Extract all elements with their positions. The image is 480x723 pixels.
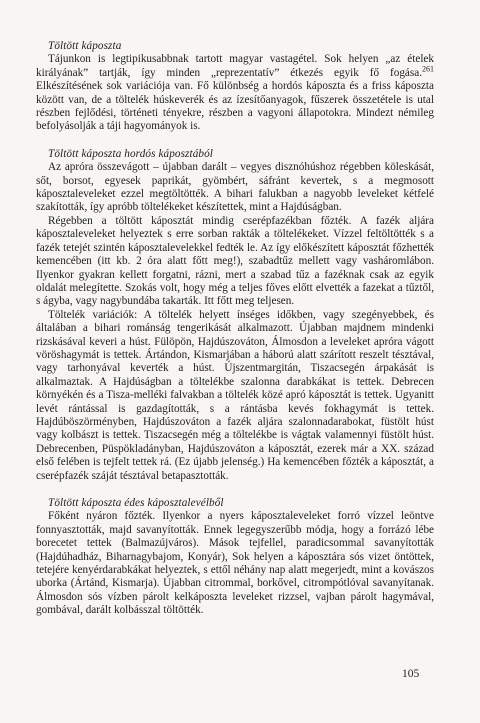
- section-title: Töltött káposzta édes káposztalevélből: [48, 497, 224, 509]
- section-title: Töltött káposzta hordós káposztából: [48, 147, 214, 160]
- footnote-reference: 261: [422, 64, 434, 74]
- paragraph: Az apróra összevágott – újabban darált – vegyes disznóhúshoz régebben köleskását, sőt, borsot, egyesek paprikát, gyömbért, sáfránt kevertek, s a megmosott káposztaleveleket ezzel megtöltötték. A bihari falukban a nagyobb leveleket kétfelé szakították, így apróbb töltelékeket készítettek, mint a Hajdúságban.: [36, 161, 434, 214]
- page-body: [36, 40, 434, 618]
- paragraph-text-part: Elkészítésének sok variációja van. Fő különbség a hordós káposzta és a friss káposzta között van, de a töltelék húskeverék és az ízesítőanyagok, fűszerek összetétele is utal részben fejlődési, történeti tényekre, részben a vagyoni állapotokra. Mindezt némileg befolyásolják a táji hagyományok is.: [36, 80, 434, 133]
- paragraph: [36, 53, 434, 133]
- page-number: 105: [402, 668, 420, 680]
- paragraph: Régebben a töltött káposztát mindig cserépfazékban főzték. A fazék aljára káposztaleveleket helyeztek s erre sorban rakták a töltelékeket. Vízzel feltöltötték s a fazék tetejét szintén káposztalevelekkel fedték le. Az így előkészített káposztát főzhették kemencében (itt kb. 2 óra alatt főtt meg!), szabadtűz mellett vagy vasháromlábon. Ilyenkor gyakran kellett forgatni, rázni, mert a szabad tűz a fazéknak csak az egyik oldalát melegítette. Szokás volt, hogy még a teljes főves előtt elvették a fazekat a tűztől, s ágyba, vagy nagybundába takarták. Itt főtt meg teljesen.: [36, 214, 434, 308]
- paragraph: Töltelék variációk: A töltelék helyett ínséges időkben, vagy szegényebbek, és általában a bihari románság tengerikását alkalmazott. Újabban majdnem mindenki rizskásával keveri a húst. Fülöpön, Hajdúszováton, Álmosdon a leveleket apróra vágott vöröshagymát is tettek. Ártándon, Kismarjában a háború alatt szárított reszelt tésztával, vagy tarhonyával keverték a húst. Újszentmargitán, Tiszacsegén árpakását is alkalmaztak. A Hajdúságban a töltelékbe szalonna darabkákat is tettek. Debrecen környékén és a Tisza-melléki falvakban a töltelék közé apró káposztát is tettek. Ugyanitt levét rántással is gazdagították, s a rántásba kevés fokhagymát is tettek. Hajdúböszörményben, Hajdúszováton a fazék aljára szalonnadarabokat, füstölt húst vagy kolbászt is tettek. Tiszacsegén még a töltelékbe is vágtak valamennyi füstölt húst. Debrecenben, Püspökladányban, Hajdúszováton a káposztát, ezerek már a XX. század első felében is tejfelt tettek rá. (Ez újabb jelenség.) Ha kemencében főzték a káposztát, a cserépfazék száját tésztával betapasztották.: [36, 308, 434, 482]
- section-title: Töltött káposzta: [48, 40, 122, 52]
- paragraph-text-part: Tájunkon is legtipikusabbnak tartott magyar vastagétel. Sok helyen „az ételek királyának” tartják, így minden „reprezentatív” étkezés egyik fő fogása.: [36, 53, 434, 79]
- paragraph: Főként nyáron főzték. Ilyenkor a nyers káposztaleveleket forró vízzel leöntve fonnyasztották, majd savanyították. Ennek legegyszerűbb módja, hogy a forrázó lébe borecetet tettek (Balmazújváros). Mások tejfellel, paradicsommal savanyították (Hajdúhadház, Biharnagybajom, Konyár), Sok helyen a káposztára sós vizet öntöttek, tetejére kenyérdarabkákat helyeztek, s ettől néhány nap alatt megerjedt, mint a kovászos uborka (Ártánd, Kismarja). Újabban citrommal, borkővel, citrompótlóval savanyítanak. Álmosdon sós vízben párolt kelkáposzta leveleket rizzsel, vajban párolt hagymával, gombával, darált kolbásszal töltötték.: [36, 510, 434, 617]
